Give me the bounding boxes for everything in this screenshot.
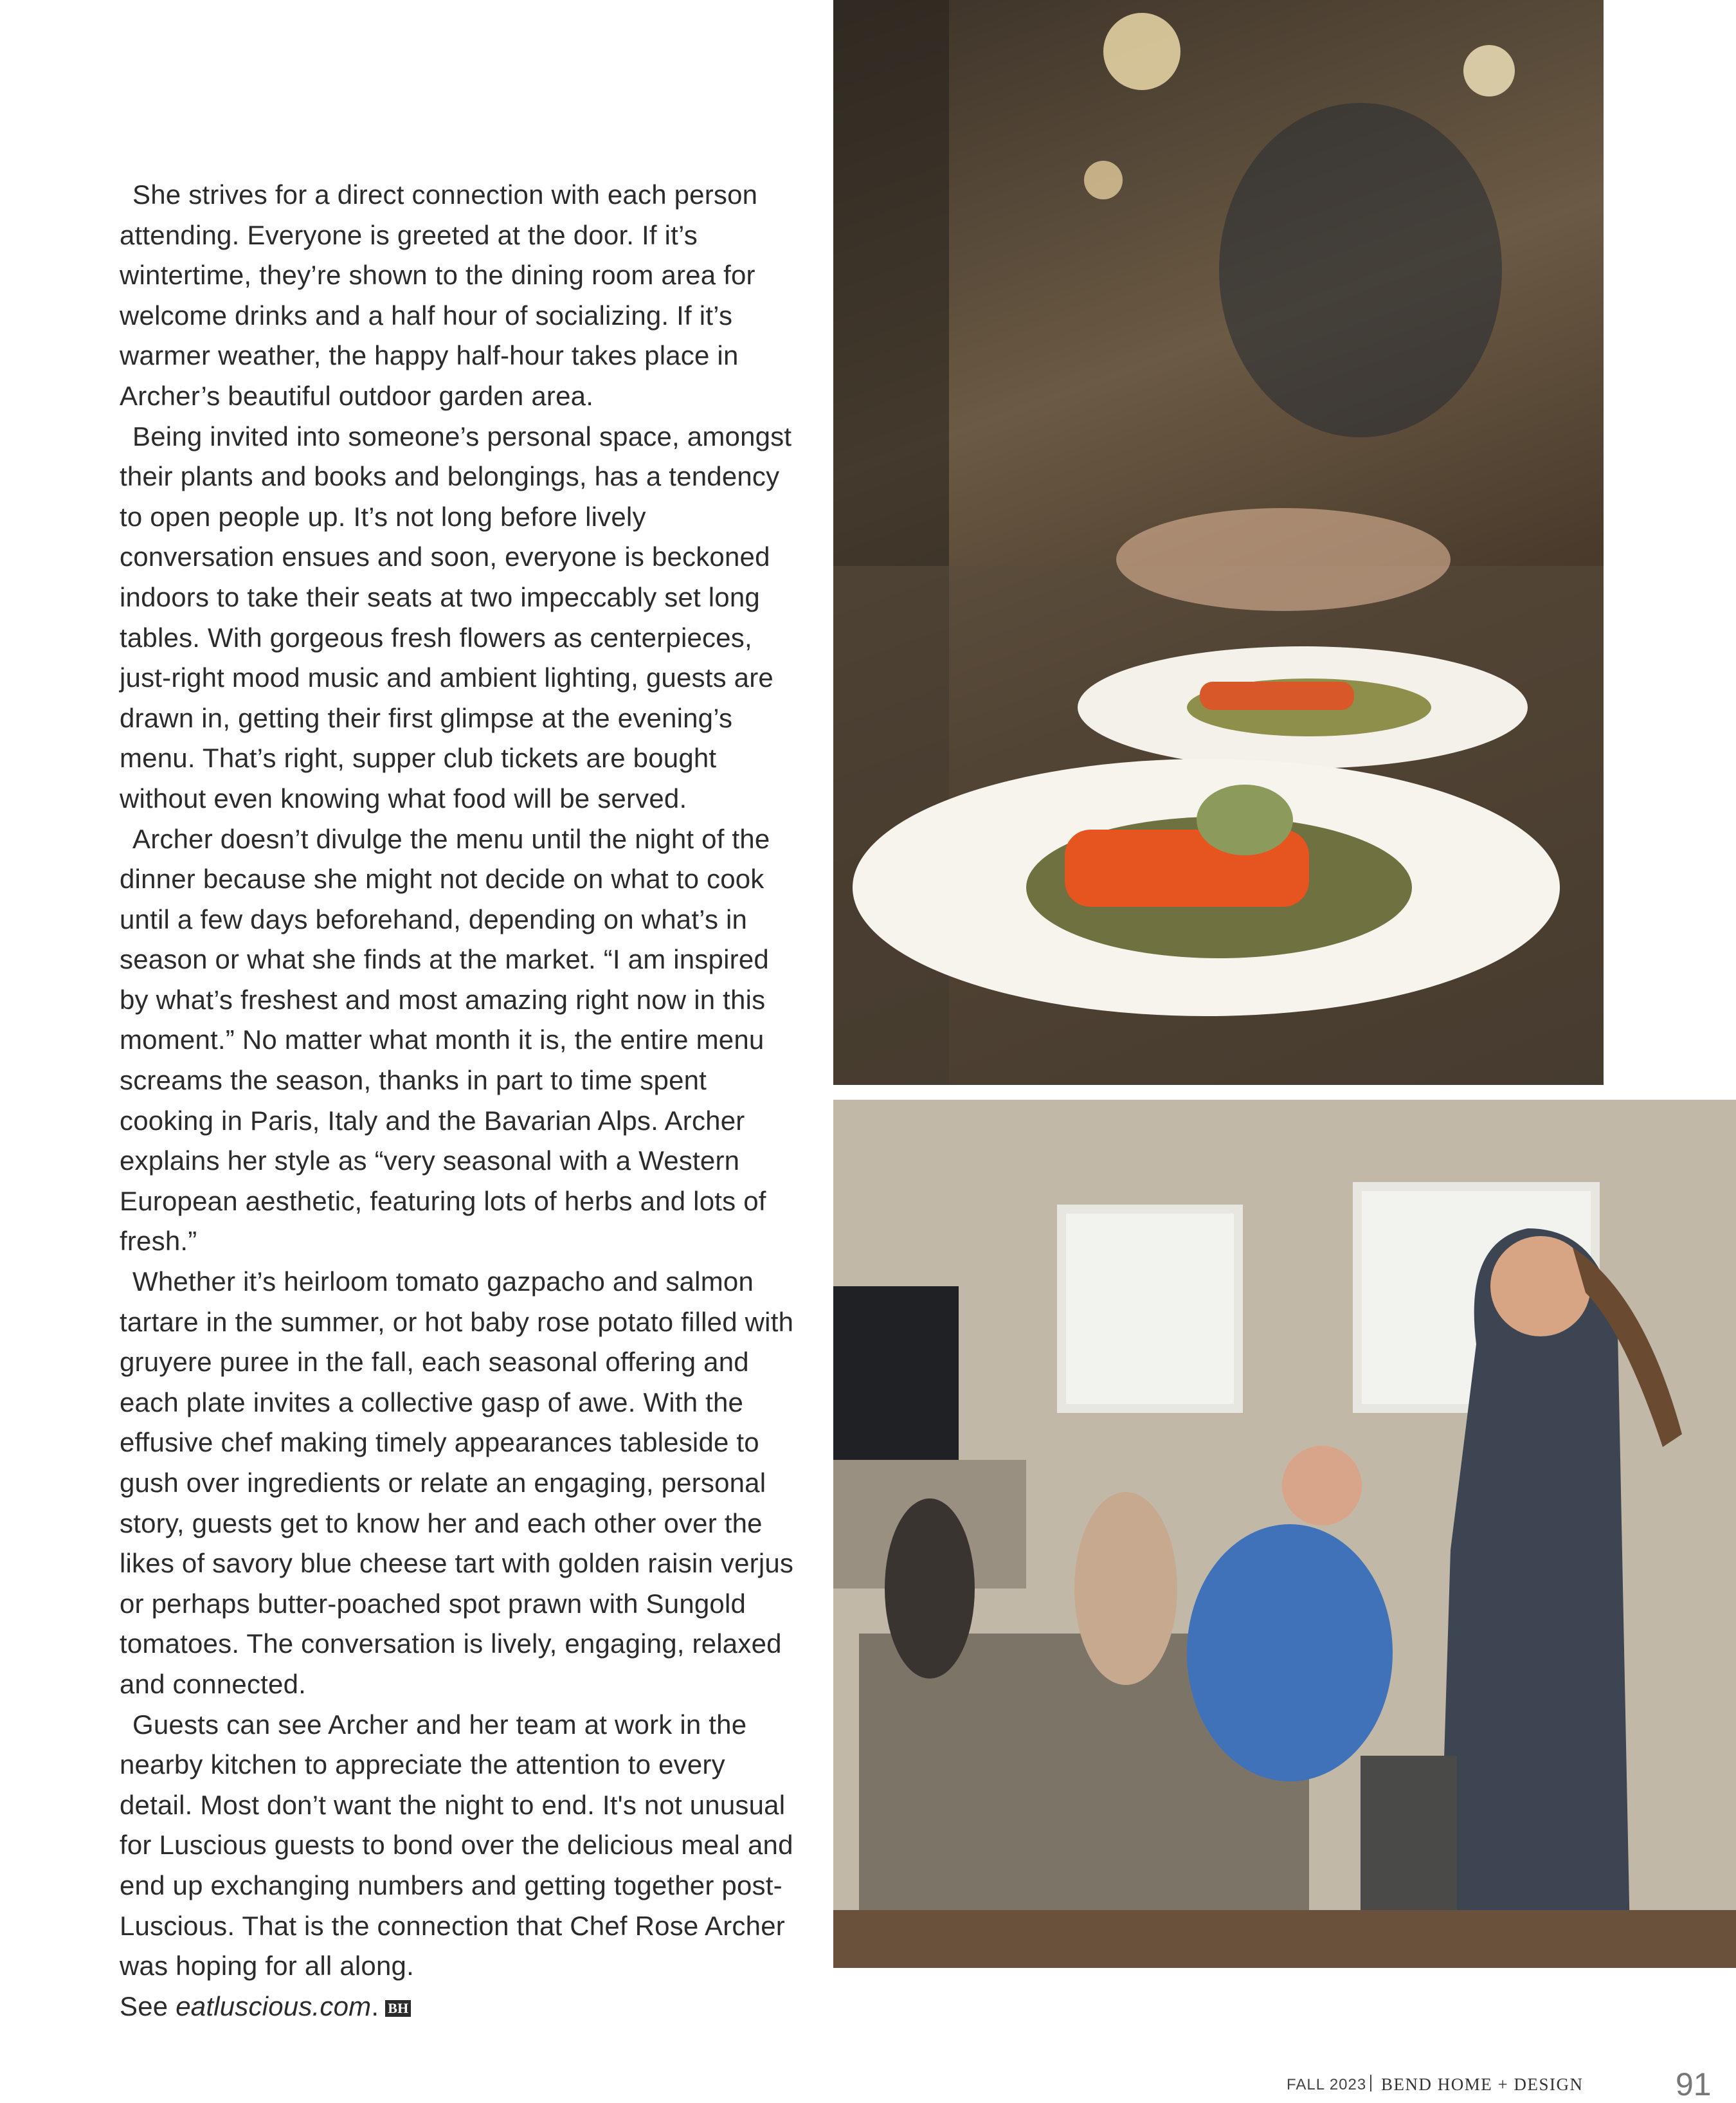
page-number: 91 <box>1676 2066 1712 2102</box>
photo-chef-plating <box>833 0 1604 1085</box>
closing-prefix: See <box>120 1990 176 2021</box>
magazine-name: BEND HOME + DESIGN <box>1381 2075 1584 2094</box>
paragraph: She strives for a direct connection with each person attending. Everyone is greeted at the door. If it’s wintertime, they’re shown to the dining room area for welcome drinks and a half hour of socializing. If it’s warmer weather, the happy half-hour takes place in Archer’s beautiful outdoor garden area. <box>120 179 758 411</box>
paragraph: Archer doesn’t divulge the menu until the night of the dinner because she might not decide on what to cook until a few days beforehand, depending on what’s in season or what she finds at the market. “I am inspired by what’s freshest and most amazing right now in this moment.” No matter what month it is, the entire menu screams the season, thanks in part to time spent cooking in Paris, Italy and the Bavarian Alps. Archer explains her style as “very seasonal with a Western European aesthetic, featuring lots of herbs and lots of fresh.” <box>120 823 770 1257</box>
article-body <box>120 175 801 2026</box>
paragraph-text: Guests can see Archer and her team at work in the nearby kitchen to appreciate the attention to every detail. Most don’t want the night to end. It's not unusual for Luscious guests to bond over the delicious meal and end up exchanging numbers and getting together post-Luscious. That is the connection that Chef Rose Archer was hoping for all along. <box>120 1709 793 1981</box>
closing-suffix: . <box>371 1990 379 2021</box>
paragraph <box>120 1705 801 1987</box>
photo-chef-and-guests <box>833 1100 1736 1968</box>
page-footer <box>1283 2066 1733 2102</box>
paragraph: Whether it’s heirloom tomato gazpacho and salmon tartare in the summer, or hot baby rose potato filled with gruyere puree in the fall, each seasonal offering and each plate invites a collective gasp of awe. With the effusive chef making timely appearances tableside to gush over ingredients or relate an engaging, personal story, guests get to know her and each other over the likes of savory blue cheese tart with golden raisin verjus or perhaps butter-poached spot prawn with Sungold tomatoes. The conversation is lively, engaging, relaxed and connected. <box>120 1266 794 1699</box>
issue-date: FALL 2023 <box>1287 2076 1367 2093</box>
closing-line <box>120 1987 801 2027</box>
plated-salmon-illustration <box>833 0 1604 1085</box>
dinner-guests-illustration <box>833 1100 1736 1968</box>
paragraph: Being invited into someone’s personal space, amongst their plants and books and belongings, has a tendency to open people up. It’s not long before lively conversation ensues and soon, everyone is beckoned indoors to take their seats at two impeccably set long tables. With gorgeous fresh flowers as centerpieces, just-right mood music and ambient lighting, guests are drawn in, getting their first glimpse at the evening’s menu. That’s right, supper club tickets are bought without even knowing what food will be served. <box>120 421 792 814</box>
footer-divider <box>1370 2075 1371 2091</box>
website-link[interactable]: eatluscious.com <box>176 1990 372 2021</box>
end-mark-icon: BH <box>385 2000 411 2017</box>
